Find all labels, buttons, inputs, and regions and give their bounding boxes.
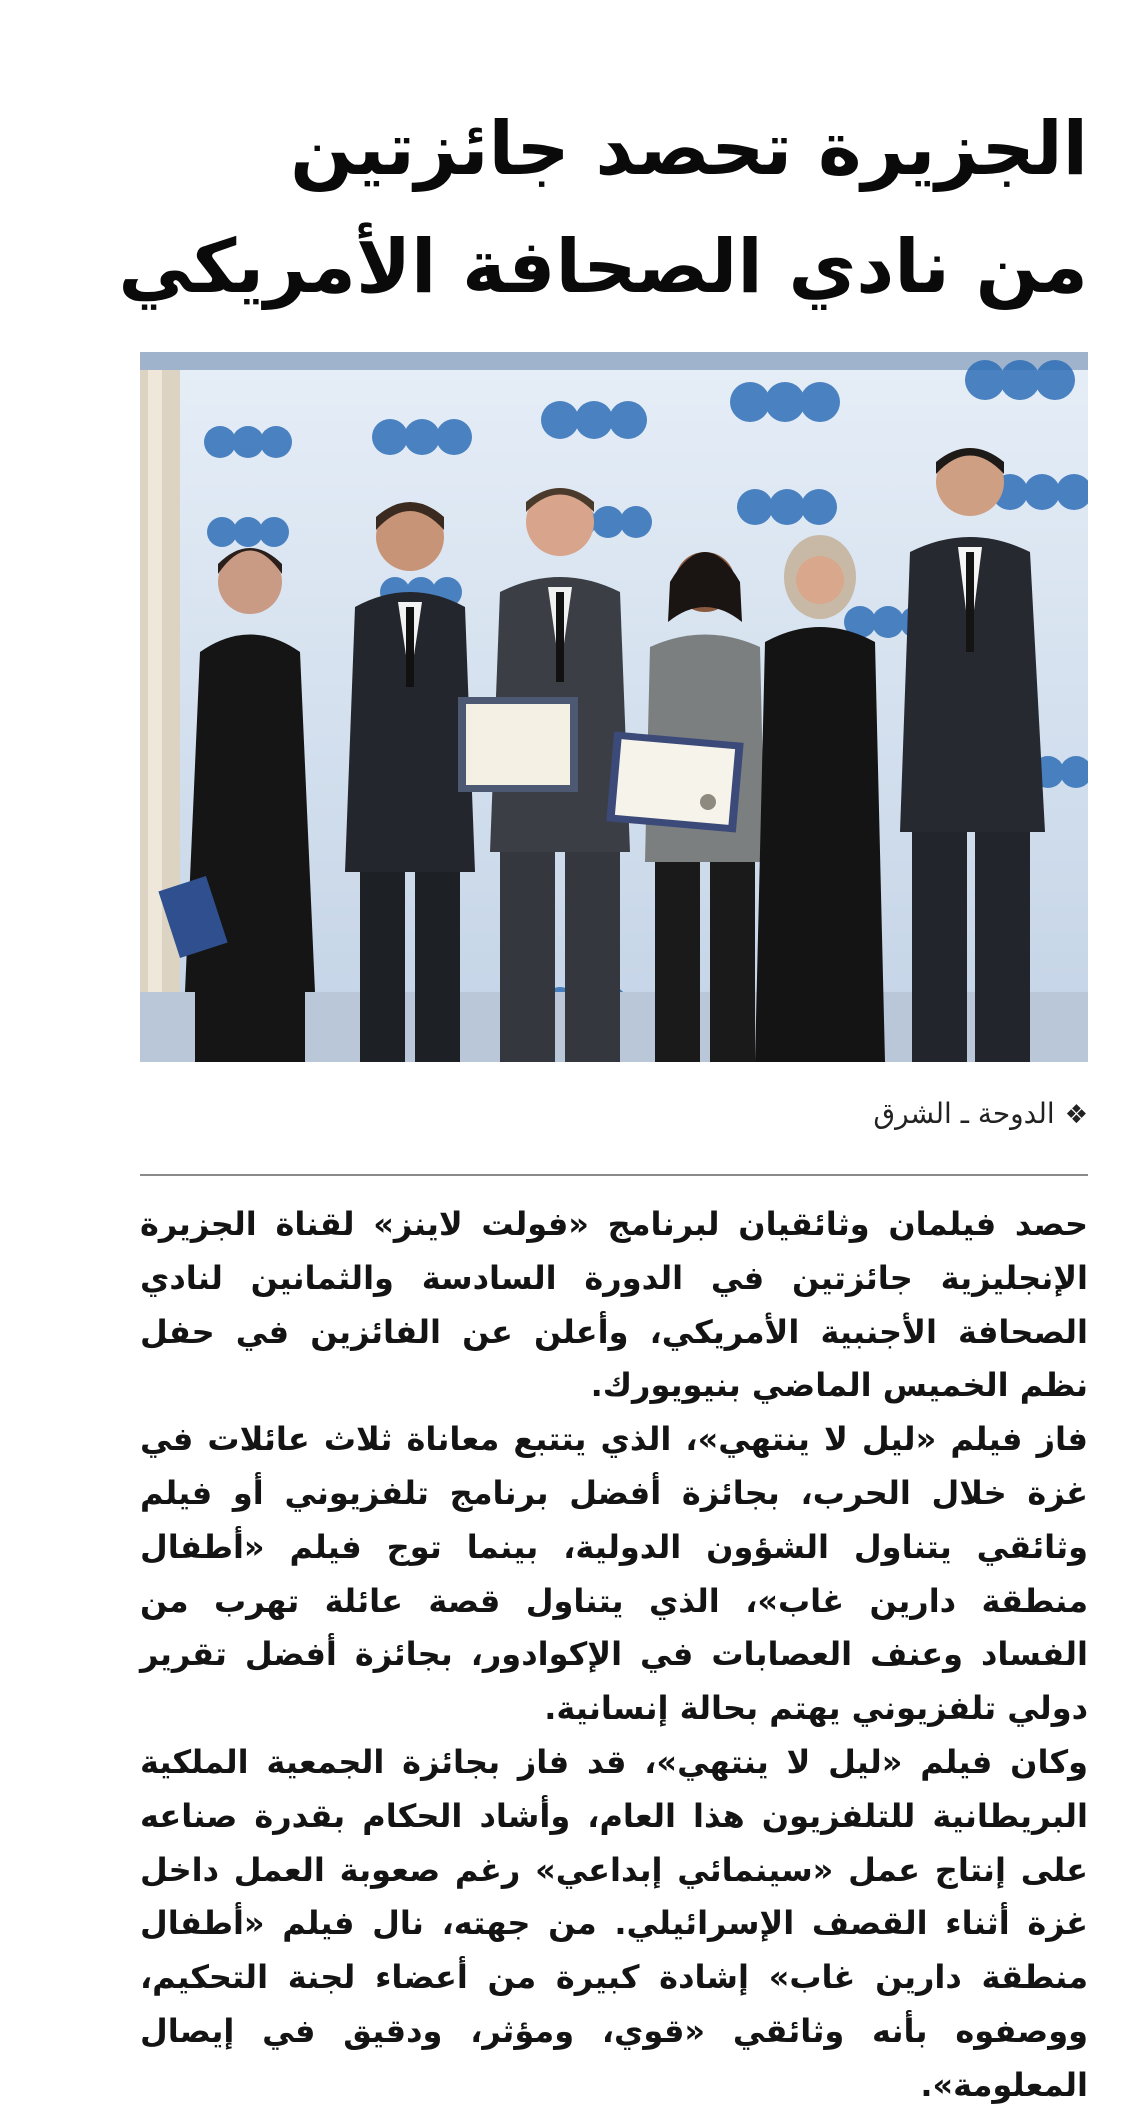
award-photo: [140, 352, 1088, 1062]
backdrop-logo: [992, 474, 1088, 510]
article-body: [140, 1198, 1088, 2113]
photo-credit: [873, 1094, 1088, 1135]
paragraph-2: فاز فيلم «ليل لا ينتهي»، الذي يتتبع معاناة ثلاث عائلات في غزة خلال الحرب، بجائزة أفضل برنامج تلفزيوني أو فيلم وثائقي يتناول الشؤون الدولية، بينما توج فيلم «أطفال منطقة دارين غاب»، الذي يتناول قصة عائلة تهرب من الفساد وعنف العصابات في الإكوادور، بجائزة أفضل تقرير دولي تلفزيوني يهتم بحالة إنسانية.: [140, 1420, 1088, 1728]
divider: [140, 1174, 1088, 1176]
award-photo-illustration: [140, 352, 1088, 1062]
headline-line-1: الجزيرة تحصد جائزتين: [290, 106, 1088, 192]
backdrop-logo: [541, 401, 647, 439]
backdrop-logo: [207, 517, 289, 547]
credit-text: الدوحة ـ الشرق: [873, 1097, 1055, 1130]
backdrop-logo: [372, 419, 472, 455]
backdrop-logo: [204, 426, 292, 458]
credit-bullet-icon: ❖: [1064, 1100, 1088, 1130]
backdrop-logo: [730, 382, 840, 422]
article-page: [118, 0, 1088, 2120]
backdrop-logo: [737, 489, 837, 525]
paragraph-1: حصد فيلمان وثائقيان لبرنامج «فولت لاينز» لقناة الجزيرة الإنجليزية جائزتين في الدورة السادسة والثمانين لنادي الصحافة الأجنبية الأمريكي، وأعلن عن الفائزين في حفل نظم الخميس الماضي بنيويورك.: [140, 1205, 1088, 1405]
backdrop-logo: [965, 360, 1075, 400]
headline-line-2: من نادي الصحافة الأمريكي: [118, 224, 1088, 310]
paragraph-3: وكان فيلم «ليل لا ينتهي»، قد فاز بجائزة الجمعية الملكية البريطانية للتلفزيون هذا العام، وأشاد الحكام بقدرة صناعه على إنتاج عمل «سينمائي إبداعي» رغم صعوبة العمل داخل غزة أثناء القصف الإسرائيلي. من جهته، نال فيلم «أطفال منطقة دارين غاب» إشادة كبيرة من أعضاء لجنة التحكيم، ووصفوه بأنه وثائقي «قوي، ومؤثر، ودقيق في إيصال المعلومة».: [140, 1742, 1088, 2104]
article-headline: [118, 90, 1088, 326]
